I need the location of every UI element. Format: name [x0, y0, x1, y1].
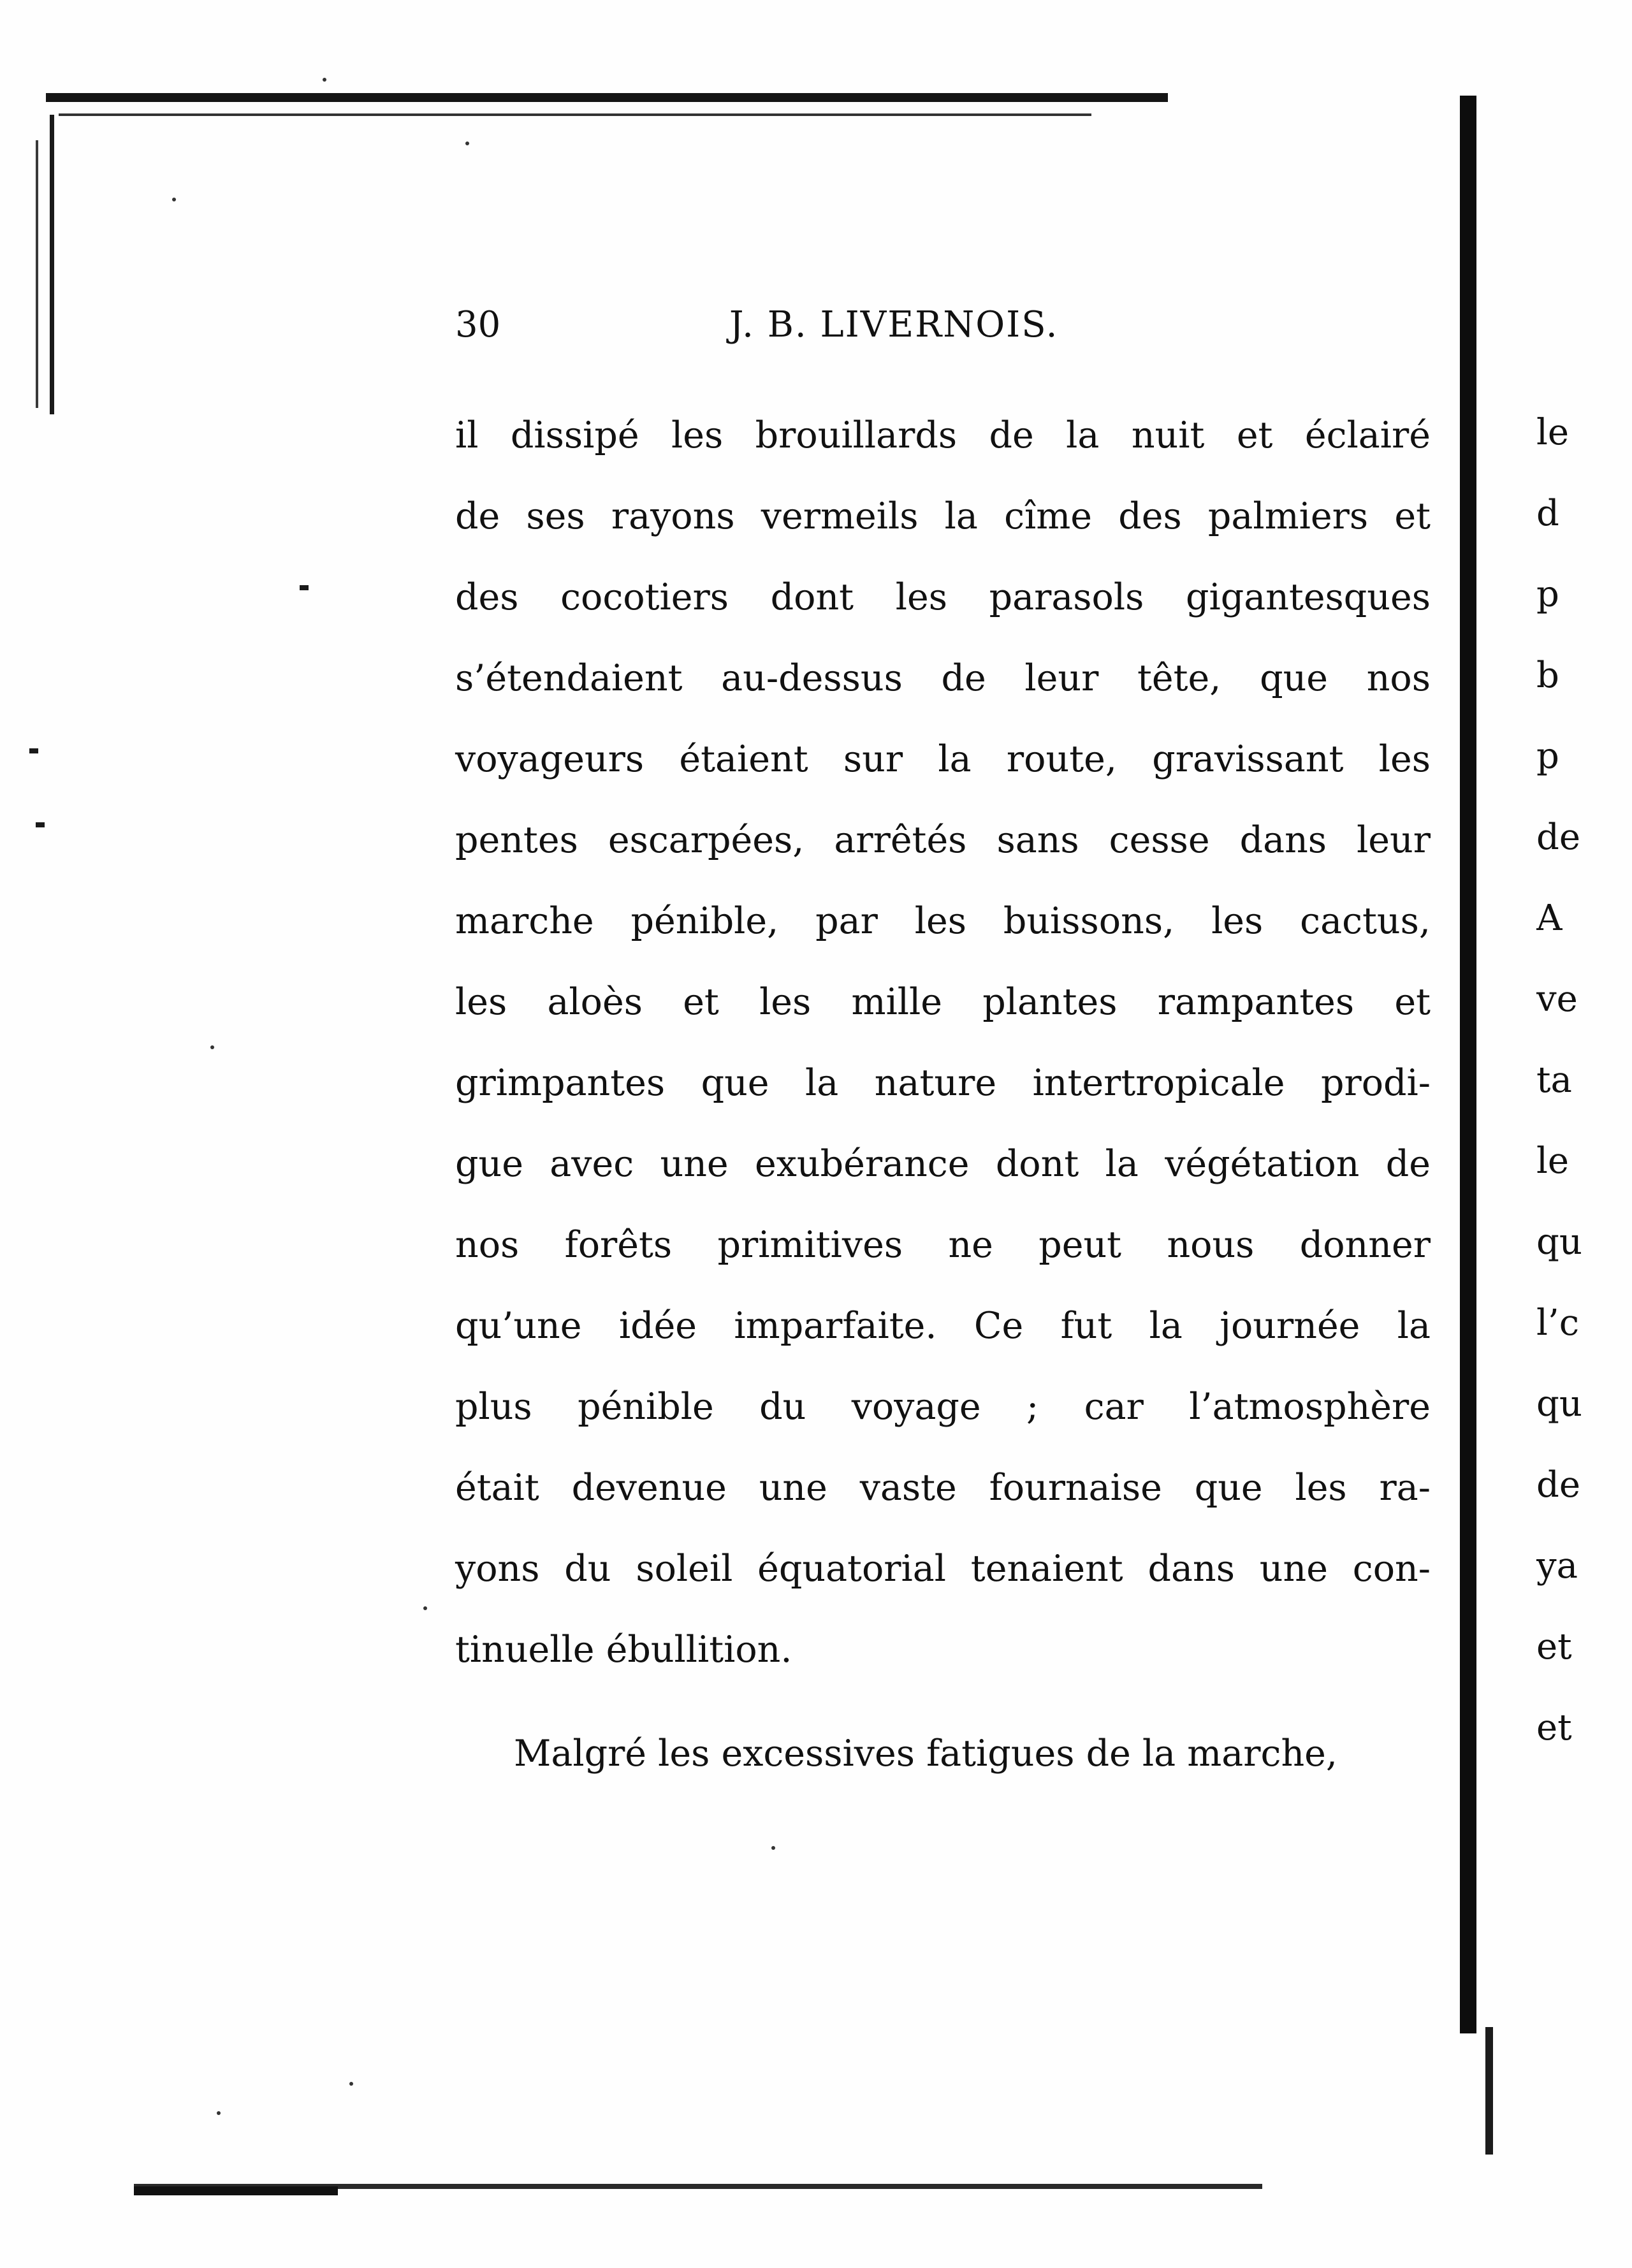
fragment-text: qu — [1536, 1383, 1582, 1425]
left-frame-line — [50, 115, 54, 414]
text-line: qu’une idée imparfaite. Ce fut la journée la — [455, 1305, 1431, 1347]
text-line: de ses rayons vermeils la cîme des palmiers et — [455, 495, 1431, 537]
text-line: des cocotiers dont les parasols gigantesques — [455, 576, 1431, 618]
text-line: tinuelle ébullition. — [455, 1629, 792, 1671]
fragment-text: de — [1536, 1464, 1580, 1506]
fragment-text: le — [1536, 1140, 1570, 1182]
text-line: gue avec une exubérance dont la végétation de — [455, 1143, 1431, 1185]
scan-speck — [349, 2082, 353, 2086]
scan-speck — [771, 1846, 775, 1850]
paragraph-start-line: Malgré les excessives fatigues de la marche, — [514, 1733, 1338, 1775]
text-line: voyageurs étaient sur la route, gravissant les — [455, 738, 1431, 780]
scan-speck — [217, 2111, 221, 2115]
running-title: J. B. LIVERNOIS. — [729, 304, 1059, 345]
text-line: s’étendaient au-dessus de leur tête, que nos — [455, 657, 1431, 699]
text-line: plus pénible du voyage ; car l’atmosphère — [455, 1386, 1431, 1428]
fragment-text: p — [1536, 736, 1559, 777]
adjacent-page-fragments — [1536, 392, 1632, 1768]
text-line: marche pénible, par les buissons, les cactus, — [455, 900, 1431, 942]
fragment-text: et — [1536, 1626, 1572, 1668]
text-line: il dissipé les brouillards de la nuit et éclairé — [455, 414, 1431, 456]
fragment-text: d — [1536, 493, 1559, 534]
text-line: les aloès et les mille plantes rampantes et — [455, 981, 1431, 1023]
scan-speck — [210, 1045, 214, 1049]
binding-shadow-bar — [1460, 96, 1476, 2033]
fragment-text: l’c — [1536, 1302, 1580, 1344]
scan-mark — [36, 822, 45, 827]
fragment-text: qu — [1536, 1221, 1582, 1263]
scan-speck — [465, 142, 469, 145]
text-line: pentes escarpées, arrêtés sans cesse dans leur — [455, 819, 1431, 861]
body-text — [455, 395, 1431, 1794]
left-frame-line-outer — [36, 140, 38, 408]
paragraph-gap — [455, 1690, 1431, 1713]
running-header — [455, 300, 1431, 351]
text-line: nos forêts primitives ne peut nous donner — [455, 1224, 1431, 1266]
fragment-text: de — [1536, 817, 1580, 858]
text-line: yons du soleil équatorial tenaient dans une con- — [455, 1548, 1431, 1590]
scan-speck — [423, 1606, 427, 1610]
text-line: était devenue une vaste fournaise que les ra- — [455, 1467, 1431, 1509]
binding-shadow-tail — [1485, 2027, 1493, 2155]
scan-mark — [300, 585, 309, 590]
scan-speck — [172, 198, 176, 201]
scan-mark — [29, 748, 38, 753]
scan-speck — [323, 78, 326, 82]
text-line: grimpantes que la nature intertropicale prodi- — [455, 1062, 1431, 1104]
fragment-text: ya — [1536, 1545, 1578, 1587]
fragment-text: p — [1536, 574, 1559, 615]
fragment-text: et — [1536, 1707, 1572, 1748]
top-frame-rule — [46, 93, 1168, 102]
fragment-text: ta — [1536, 1059, 1572, 1101]
page-number: 30 — [455, 304, 501, 345]
top-frame-thin-rule — [59, 113, 1091, 116]
fragment-text: A — [1536, 898, 1563, 939]
fragment-text: le — [1536, 412, 1570, 453]
fragment-text: ve — [1536, 978, 1578, 1020]
fragment-text: b — [1536, 655, 1559, 696]
bottom-frame-rule-heavy — [134, 2186, 338, 2195]
